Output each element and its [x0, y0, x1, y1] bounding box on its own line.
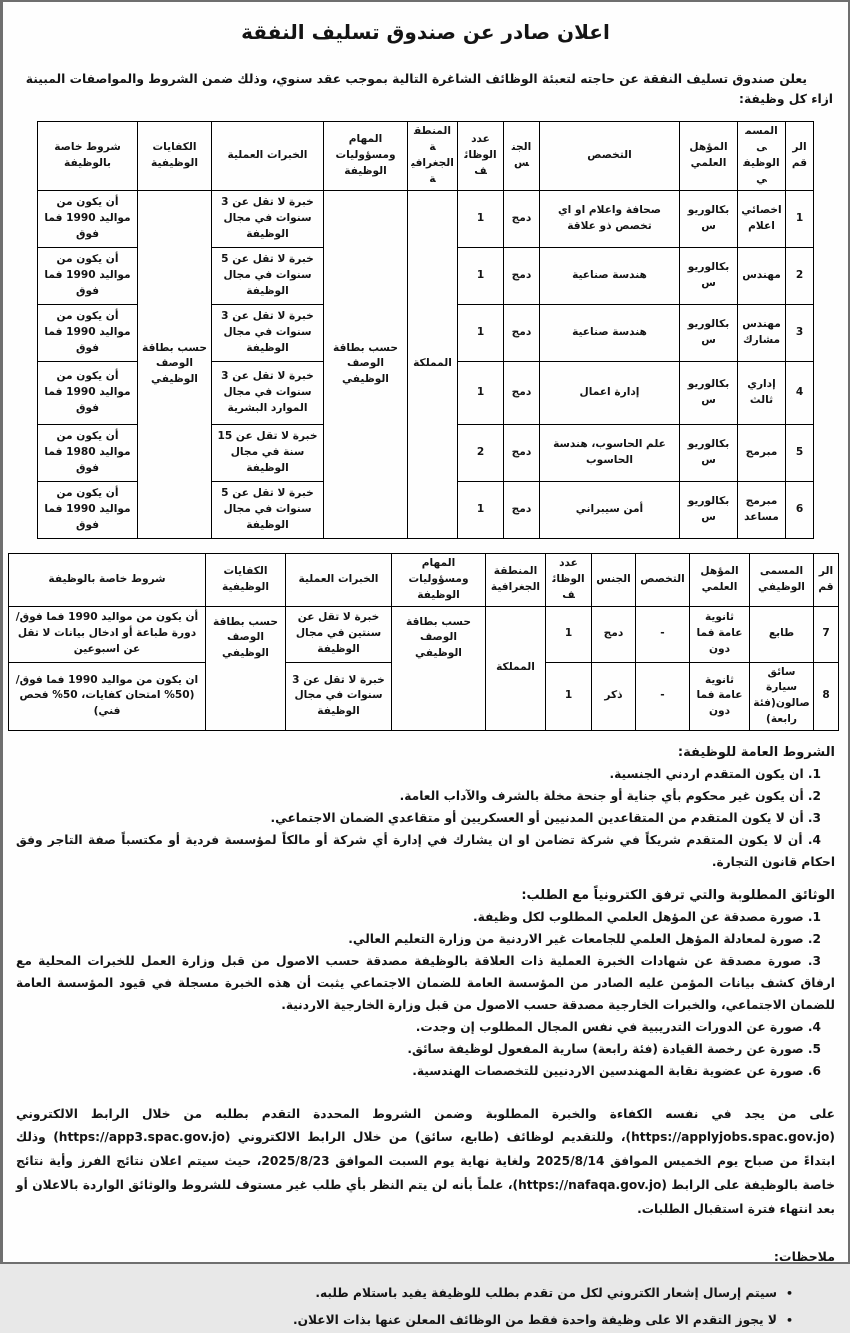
header-cell-gender: الجنس [504, 122, 540, 191]
cell-gender: دمج [504, 361, 540, 424]
cell-competencies-merged: حسب بطاقة الوصف الوظيفي [206, 606, 286, 731]
header-cell-specialization: التخصص [636, 553, 690, 606]
header-cell-region: المنطقة الجغرافية [486, 553, 546, 606]
header-cell-gender: الجنس [592, 553, 636, 606]
header-cell-qualification: المؤهل العلمي [680, 122, 738, 191]
header-cell-region: المنطقة الجغرافية [408, 122, 458, 191]
header-cell-number: الرقم [814, 553, 839, 606]
note-text: لا يجوز التقدم الا على وظيفة واحدة فقط من الوظائف المعلن عنها بذات الاعلان. [292, 1312, 777, 1327]
cell-specialization: علم الحاسوب، هندسة الحاسوب [540, 424, 680, 481]
documents-list [16, 907, 835, 1083]
cell-special-conditions: أن يكون من مواليد 1990 فما فوق [38, 190, 138, 247]
cell-count: 1 [458, 304, 504, 361]
list-item [16, 929, 835, 951]
cell-number: 1 [786, 190, 814, 247]
header-cell-qualification: المؤهل العلمي [690, 553, 750, 606]
cell-experience: خبرة لا تقل عن 3 سنوات في مجال الوظيفة [212, 304, 324, 361]
page-title: اعلان صادر عن صندوق تسليف النفقة [241, 20, 610, 44]
item-number: 4. [807, 833, 821, 847]
item-text: ان يكون المتقدم اردني الجنسية. [609, 767, 804, 782]
item-text: صورة عن الدورات التدريبية في نفس المجال المطلوب إن وجدت. [415, 1019, 804, 1034]
list-item [16, 1017, 835, 1039]
cell-qualification: بكالوريوس [680, 247, 738, 304]
item-text: أن لا يكون المتقدم شريكاً في شركة تضامن او ان يشارك في إدارة أي شركة أو مالكاً لمؤسسة فردية أو مكتسباً صفة التاجر وفق احكام قانون التجارة. [16, 833, 835, 869]
table-row [9, 606, 839, 662]
cell-count: 1 [546, 662, 592, 731]
item-text: صورة عن رخصة القيادة (فئة رابعة) سارية المفعول لوظيفة سائق. [407, 1041, 804, 1056]
list-item [16, 1039, 835, 1061]
cell-region-merged: المملكة [486, 606, 546, 731]
cell-job-title: مهندس [738, 247, 786, 304]
item-number: 2. [807, 931, 821, 946]
note-item [22, 1307, 793, 1333]
cell-qualification: بكالوريوس [680, 361, 738, 424]
cell-special-conditions: أن يكون من مواليد 1980 فما فوق [38, 424, 138, 481]
cell-qualification: ثانوية عامة فما دون [690, 662, 750, 731]
header-cell-number: الرقم [786, 122, 814, 191]
cell-count: 1 [458, 247, 504, 304]
page-content [3, 20, 848, 1333]
cell-qualification: بكالوريوس [680, 304, 738, 361]
cell-count: 1 [458, 481, 504, 538]
item-number: 3. [807, 811, 821, 826]
cell-specialization: هندسة صناعية [540, 304, 680, 361]
application-instructions: على من يجد في نفسه الكفاءة والخبرة المطلوبة وضمن الشروط المحددة التقدم بطلبه من خلال الرابط الالكتروني (https://applyjobs.spac.gov.jo)، وللتقديم لوظائف (طابع، سائق) من خلال الرابط الالكتروني (https://app3.spac.gov.jo) وذلك ابتداءً من صباح يوم الخميس الموافق 2025/8/14 ولغاية نهاية يوم السبت الموافق 2025/8/23، حيث سيتم اعلان نتائج الفرز وأية نتائج خاصة بالوظيفة على الرابط (https://nafaqa.gov.jo)، علماً بأنه لن يتم النظر بأي طلب غير مستوف للشروط والوثائق الواردة بالاعلان أو بعد انتهاء فترة استقبال الطلبات. [16, 1106, 836, 1216]
list-item [16, 830, 835, 874]
bullet-icon: • [785, 1287, 793, 1301]
cell-count: 1 [546, 606, 592, 662]
cell-tasks-merged: حسب بطاقة الوصف الوظيفي [392, 606, 486, 731]
general-conditions-heading: الشروط العامة للوظيفة: [677, 745, 835, 761]
jobs-table-secondary [8, 553, 839, 731]
item-number: 1. [807, 767, 821, 782]
item-text: صورة مصدقة عن المؤهل العلمي المطلوب لكل وظيفة. [473, 909, 804, 924]
cell-gender: دمج [504, 424, 540, 481]
list-item [16, 786, 835, 808]
item-text: صورة مصدقة عن شهادات الخبرة العملية ذات العلاقة بالوظيفة مصدقة حسب الاصول من قبل وزارة العمل للخبرات المحلية مع ارفاق كشف بيانات المؤمن عليه الصادر من المؤسسة العامة للضمان الاجتماعي يثبت أن هذه الخبرة مسجلة في قيود المؤسسة العامة للضمان الاجتماعي، والخبرات الخارجية مصدقة حسب الاصول من قبل وزارة الخارجية الاردنية. [16, 953, 835, 1012]
cell-experience: خبرة لا تقل عن 15 سنة في مجال الوظيفة [212, 424, 324, 481]
cell-tasks-merged: حسب بطاقة الوصف الوظيفي [324, 190, 408, 538]
intro-paragraph: يعلن صندوق تسليف النفقة عن حاجته لتعبئة الوظائف الشاغرة التالية بموجب عقد سنوي، وذلك ضمن الشروط والمواصفات المبينة ازاء كل وظيفة: [25, 72, 833, 106]
note-item [22, 1280, 793, 1306]
item-text: أن لا يكون المتقدم من المتقاعدين المدنيين أو العسكريين أو متقاعدي الضمان الاجتماعي. [270, 811, 804, 826]
cell-job-title: سائق سيارة صالون(فئة رابعة) [750, 662, 814, 731]
notes-list [22, 1280, 793, 1332]
cell-qualification: بكالوريوس [680, 190, 738, 247]
cell-special-conditions: أن يكون من مواليد 1990 فما فوق/ دورة طباعة أو ادخال بيانات لا تقل عن اسبوعين [9, 606, 206, 662]
table-header-row [9, 553, 839, 606]
cell-special-conditions: ان يكون من مواليد 1990 فما فوق/ (50% امتحان كفايات، 50% فحص فني) [9, 662, 206, 731]
header-cell-tasks: المهام ومسؤوليات الوظيفة [392, 553, 486, 606]
cell-specialization: إدارة اعمال [540, 361, 680, 424]
list-item [16, 907, 835, 929]
cell-job-title: مبرمج [738, 424, 786, 481]
cell-gender: دمج [592, 606, 636, 662]
cell-count: 1 [458, 190, 504, 247]
list-item [16, 764, 835, 786]
notes-heading: ملاحظات: [773, 1249, 835, 1265]
cell-special-conditions: أن يكون من مواليد 1990 فما فوق [38, 481, 138, 538]
cell-competencies-merged: حسب بطاقة الوصف الوظيفي [138, 190, 212, 538]
item-number: 5. [807, 1041, 821, 1056]
cell-gender: دمج [504, 481, 540, 538]
cell-number: 2 [786, 247, 814, 304]
cell-specialization: - [636, 606, 690, 662]
header-cell-special-conditions: شروط خاصة بالوظيفة [38, 122, 138, 191]
list-item [16, 808, 835, 830]
item-text: صورة لمعادلة المؤهل العلمي للجامعات غير الاردنية من وزارة التعليم العالي. [348, 931, 804, 946]
cell-job-title: اخصائي اعلام [738, 190, 786, 247]
cell-number: 4 [786, 361, 814, 424]
cell-job-title: مهندس مشارك [738, 304, 786, 361]
cell-number: 7 [814, 606, 839, 662]
cell-gender: دمج [504, 190, 540, 247]
cell-experience: خبرة لا تقل عن 5 سنوات في مجال الوظيفة [212, 247, 324, 304]
cell-qualification: بكالوريوس [680, 424, 738, 481]
cell-number: 3 [786, 304, 814, 361]
cell-count: 1 [458, 361, 504, 424]
header-cell-count: عدد الوظائف [458, 122, 504, 191]
header-cell-job-title: المسمى الوظيفي [738, 122, 786, 191]
cell-experience: خبرة لا تقل عن 3 سنوات في مجال الموارد البشرية [212, 361, 324, 424]
cell-gender: دمج [504, 247, 540, 304]
cell-specialization: صحافة واعلام او اي تخصص ذو علاقة [540, 190, 680, 247]
bullet-icon: • [785, 1313, 793, 1327]
cell-number: 8 [814, 662, 839, 731]
item-number: 3. [807, 953, 822, 968]
table-row [38, 190, 814, 247]
cell-experience: خبرة لا تقل عن 3 سنوات في مجال الوظيفة [286, 662, 392, 731]
note-text: سيتم إرسال إشعار الكتروني لكل من تقدم بطلب للوظيفة يفيد باستلام طلبه. [315, 1286, 777, 1301]
header-cell-competencies: الكفايات الوظيفية [138, 122, 212, 191]
cell-special-conditions: أن يكون من مواليد 1990 فما فوق [38, 247, 138, 304]
cell-special-conditions: أن يكون من مواليد 1990 فما فوق [38, 361, 138, 424]
cell-qualification: ثانوية عامة فما دون [690, 606, 750, 662]
header-cell-count: عدد الوظائف [546, 553, 592, 606]
header-cell-special-conditions: شروط خاصة بالوظيفة [9, 553, 206, 606]
cell-experience: خبرة لا تقل عن 5 سنوات في مجال الوظيفة [212, 481, 324, 538]
table-header-row [38, 122, 814, 191]
cell-number: 6 [786, 481, 814, 538]
cell-experience: خبرة لا تقل عن 3 سنوات في مجال الوظيفة [212, 190, 324, 247]
header-cell-competencies: الكفايات الوظيفية [206, 553, 286, 606]
item-number: 2. [807, 789, 821, 804]
item-number: 6. [807, 1063, 821, 1078]
documents-heading: الوثائق المطلوبة والتي ترفق الكترونياً مع الطلب: [521, 887, 835, 903]
cell-count: 2 [458, 424, 504, 481]
cell-special-conditions: أن يكون من مواليد 1990 فما فوق [38, 304, 138, 361]
item-number: 1. [807, 909, 821, 924]
header-cell-tasks: المهام ومسؤوليات الوظيفة [324, 122, 408, 191]
cell-region-merged: المملكة [408, 190, 458, 538]
header-cell-experience: الخبرات العملية [286, 553, 392, 606]
cell-gender: ذكر [592, 662, 636, 731]
cell-experience: خبرة لا تقل عن سنتين في مجال الوظيفة [286, 606, 392, 662]
list-item [16, 1061, 835, 1083]
item-text: صورة عن عضوية نقابة المهندسين الاردنيين للتخصصات الهندسية. [412, 1063, 804, 1078]
cell-specialization: هندسة صناعية [540, 247, 680, 304]
cell-specialization: - [636, 662, 690, 731]
header-cell-job-title: المسمى الوظيفي [750, 553, 814, 606]
list-item [16, 951, 835, 1017]
cell-specialization: أمن سيبراني [540, 481, 680, 538]
item-number: 4. [807, 1019, 821, 1034]
general-conditions-list [16, 764, 835, 874]
header-cell-specialization: التخصص [540, 122, 680, 191]
header-cell-experience: الخبرات العملية [212, 122, 324, 191]
jobs-table-degree [37, 121, 814, 539]
cell-number: 5 [786, 424, 814, 481]
cell-job-title: طابع [750, 606, 814, 662]
item-text: أن يكون غير محكوم بأي جناية أو جنحة مخلة بالشرف والآداب العامة. [399, 789, 804, 804]
cell-gender: دمج [504, 304, 540, 361]
cell-qualification: بكالوريوس [680, 481, 738, 538]
cell-job-title: مبرمج مساعد [738, 481, 786, 538]
cell-job-title: إداري ثالث [738, 361, 786, 424]
